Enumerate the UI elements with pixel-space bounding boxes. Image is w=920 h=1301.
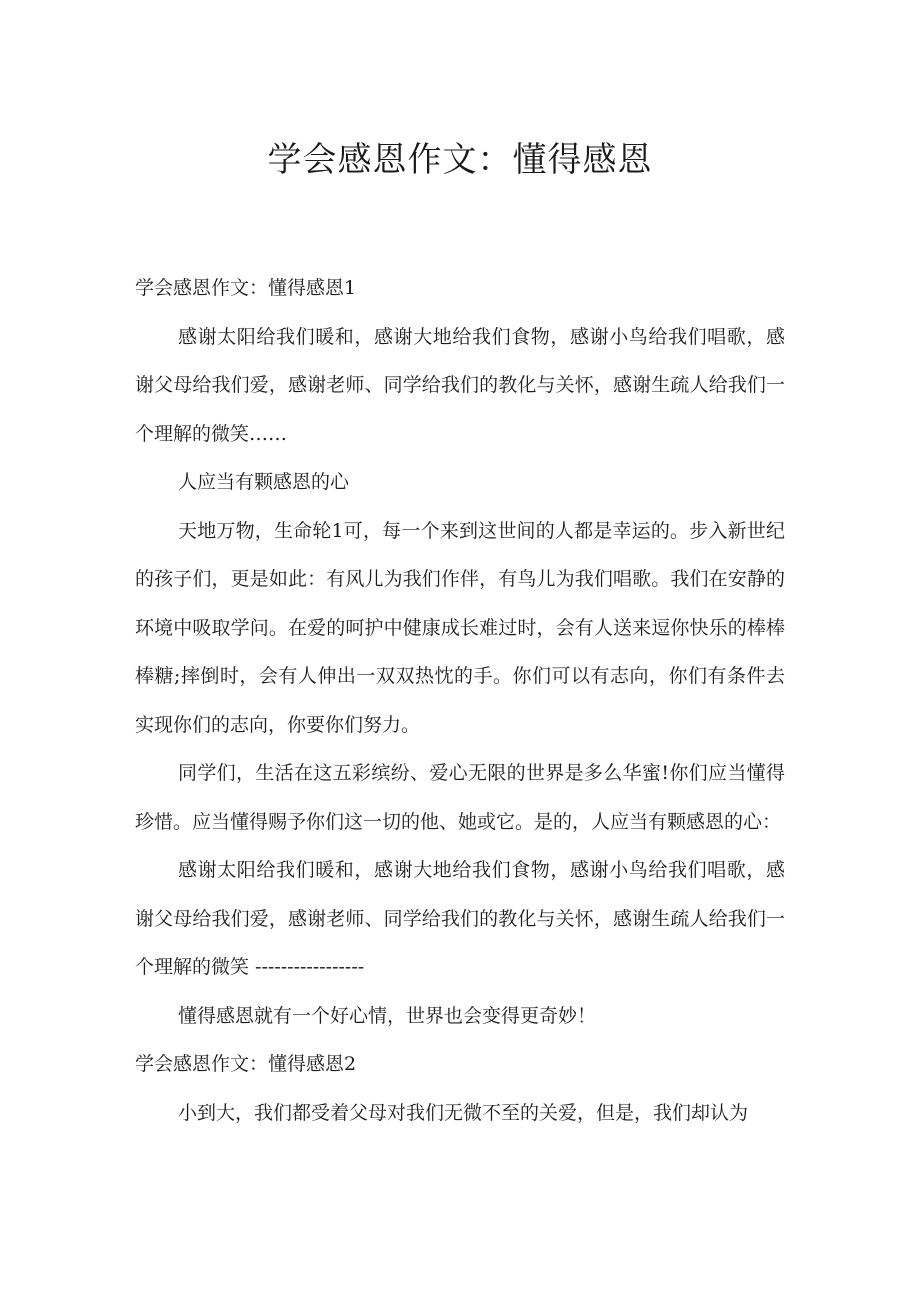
paragraph: 感谢太阳给我们暖和，感谢大地给我们食物，感谢小鸟给我们唱歌，感谢父母给我们爱，感谢老师、同学给我们的教化与关怀，感谢生疏人给我们一个理解的微笑…… — [135, 325, 785, 445]
paragraph: 人应当有颗感恩的心 — [178, 471, 350, 493]
document-title: 学会感恩作文：懂得感恩 — [267, 140, 653, 180]
paragraph: 同学们，生活在这五彩缤纷、爱心无限的世界是多么华蜜!你们应当懂得珍惜。应当懂得赐予你们这一切的他、她或它。是的，人应当有颗感恩的心： — [135, 762, 785, 833]
dash-line: ----------------- — [249, 956, 365, 978]
section-heading-1: 学会感恩作文：懂得感恩1 — [135, 277, 357, 299]
section-heading-2: 学会感恩作文：懂得感恩2 — [135, 1053, 357, 1075]
paragraph: 小到大，我们都受着父母对我们无微不至的关爱，但是，我们却认为 — [178, 1101, 749, 1124]
paragraph: 天地万物，生命轮1可，每一个来到这世间的人都是幸运的。步入新世纪的孩子们，更是如此：有风儿为我们作伴，有鸟儿为我们唱歌。我们在安静的环境中吸取学问。在爱的呵护中健康成长难过时，会有人送来逗你快乐的棒棒棒糖;摔倒时，会有人伸出一双双热忱的手。你们可以有志向，你们有条件去实现你们的志向，你要你们努力。 — [135, 519, 785, 736]
document-body — [135, 264, 785, 1137]
paragraph-text: 感谢太阳给我们暖和，感谢大地给我们食物，感谢小鸟给我们唱歌，感谢父母给我们爱，感谢老师、同学给我们的教化与关怀，感谢生疏人给我们一个理解的微笑 — [135, 859, 785, 978]
paragraph — [135, 846, 785, 992]
paragraph: 懂得感恩就有一个好心情，世界也会变得更奇妙！ — [178, 1004, 597, 1027]
